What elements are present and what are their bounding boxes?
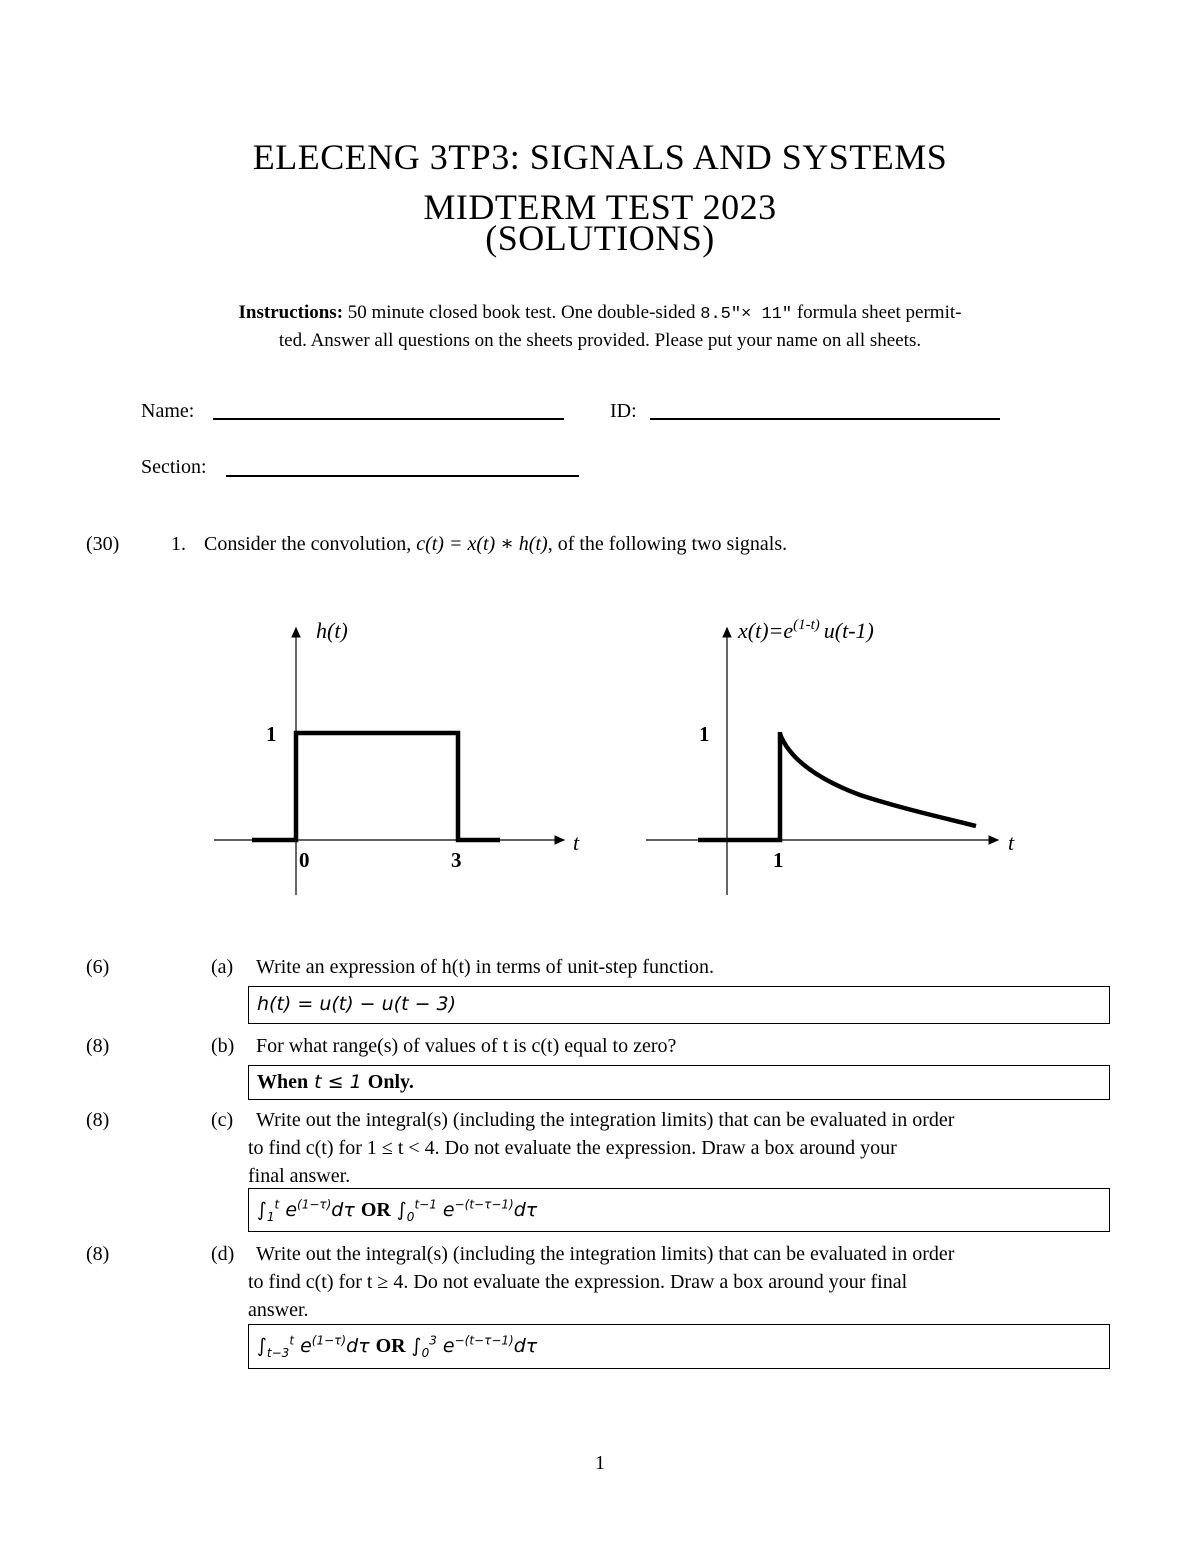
part-d-int2-upper: 3: [429, 1333, 437, 1348]
part-c-int1-lower: 1: [266, 1209, 275, 1224]
part-c-points: (8): [86, 1109, 110, 1131]
question-points: (30): [86, 533, 120, 555]
part-d-int2-d: dτ: [513, 1335, 538, 1357]
part-b-answer-post: Only.: [367, 1071, 414, 1093]
x-decay-curve: [780, 734, 976, 826]
part-c-line3: final answer.: [248, 1165, 351, 1187]
question-text-post: , of the following two signals.: [547, 533, 788, 555]
sheet-size: 8.5"× 11": [700, 305, 793, 324]
page-number: 1: [595, 1452, 605, 1474]
title-solutions: (SOLUTIONS): [485, 218, 715, 258]
part-a-text: Write an expression of h(t) in terms of unit-step function.: [256, 956, 714, 978]
name-field[interactable]: [213, 418, 564, 420]
part-a-label: (a): [211, 956, 234, 978]
h-xlabel: t: [573, 830, 580, 855]
part-d-integral-1: $\int_{t-3}^t$ $e^{(1-\tau)}d\tau$: [257, 1333, 370, 1360]
x-ylabel-exp: (1-t): [793, 617, 820, 633]
question-text-pre: Consider the convolution,: [204, 533, 412, 555]
part-d-int2-body: e: [442, 1335, 455, 1357]
part-c-int2-body: e: [442, 1199, 455, 1221]
part-d-int2-lower: 0: [421, 1345, 430, 1360]
x-step-edge: [698, 732, 780, 840]
part-d-or: OR: [375, 1335, 406, 1357]
instructions-label: Instructions:: [238, 302, 344, 323]
part-b-points: (8): [86, 1035, 110, 1057]
part-c-int2-upper: t−1: [414, 1197, 437, 1212]
x-ylabel-tail: u(t-1): [823, 618, 874, 643]
part-d-label: (d): [211, 1243, 235, 1265]
x-tick-1: 1: [773, 848, 784, 872]
h-rect-pulse: [252, 733, 500, 840]
id-field[interactable]: [650, 418, 1000, 420]
part-d-int2-exp: −(t−τ−1): [454, 1333, 514, 1348]
part-d-int1-upper: t: [289, 1333, 295, 1348]
h-tick-0: 0: [299, 848, 310, 872]
question-equation: c(t) = x(t) ∗ h(t): [416, 533, 548, 555]
part-c-answer-box: [248, 1188, 1110, 1232]
title-test: MIDTERM TEST 2023: [423, 187, 777, 227]
part-d-int1-lower: t−3: [266, 1345, 290, 1360]
part-d-int1-body: e: [300, 1335, 312, 1357]
part-c-line1: Write out the integral(s) (including the integration limits) that can be evaluated in order: [256, 1109, 955, 1131]
part-c-integral-2: $\int_0^{t-1}$ $e^{-(t-\tau-1)}d\tau$: [396, 1197, 538, 1224]
instructions-line1: [140, 299, 1060, 329]
x-xlabel: t: [1008, 830, 1015, 855]
part-c-int1-d: dτ: [331, 1199, 355, 1221]
part-c-int1-body: e: [285, 1199, 298, 1221]
instructions-text-b: formula sheet permit-: [796, 302, 962, 323]
part-c-or: OR: [360, 1199, 391, 1221]
part-d-answer-box: [248, 1324, 1110, 1369]
part-d-line2: to find c(t) for t ≥ 4. Do not evaluate the expression. Draw a box around your final: [248, 1271, 908, 1293]
part-c-label: (c): [211, 1109, 234, 1131]
x-level-label: 1: [699, 722, 710, 746]
x-ylabel: [737, 617, 874, 643]
part-d-int1-exp: (1−τ): [311, 1333, 347, 1348]
part-b-text: For what range(s) of values of t is c(t) equal to zero?: [256, 1035, 677, 1057]
figure-x: [630, 610, 1050, 905]
part-a-answer: h(t) = u(t) − u(t − 3): [257, 993, 457, 1015]
part-a-answer-box: [248, 986, 1110, 1024]
part-b-answer-pre: When: [257, 1071, 309, 1093]
part-b-answer-math: t ≤ 1: [314, 1071, 362, 1093]
instructions-line2: ted. Answer all questions on the sheets provided. Please put your name on all sheets.: [278, 330, 922, 351]
part-c-line2: to find c(t) for 1 ≤ t < 4. Do not evaluate the expression. Draw a box around your: [248, 1137, 897, 1159]
h-tick-3: 3: [451, 848, 462, 872]
figure-h: [200, 610, 620, 905]
id-label: ID:: [610, 400, 637, 422]
part-a-points: (6): [86, 956, 110, 978]
part-c-int1-exp: (1−τ): [297, 1197, 332, 1212]
part-c-int2-exp: −(t−τ−1): [454, 1197, 514, 1212]
part-d-int1-d: dτ: [346, 1335, 370, 1357]
part-d-points: (8): [86, 1243, 110, 1265]
part-b-label: (b): [211, 1035, 235, 1057]
name-label: Name:: [141, 400, 195, 422]
title-course: ELECENG 3TP3: SIGNALS AND SYSTEMS: [252, 137, 948, 177]
part-c-integral-1: $\int_1^t$ $e^{(1-\tau)}d\tau$: [257, 1197, 355, 1224]
x-ylabel-main: x(t)=e: [738, 618, 794, 643]
section-label: Section:: [141, 456, 207, 478]
instructions-text-a: 50 minute closed book test. One double-sided: [347, 302, 696, 323]
h-ylabel: h(t): [316, 618, 348, 643]
section-field[interactable]: [226, 475, 579, 477]
question-text: [204, 530, 787, 558]
part-c-int2-lower: 0: [406, 1209, 415, 1224]
h-level-label: 1: [266, 722, 277, 746]
part-d-line1: Write out the integral(s) (including the integration limits) that can be evaluated in order: [256, 1243, 955, 1265]
part-d-integral-2: $\int_0^3$ $e^{-(t-\tau-1)}d\tau$: [411, 1333, 538, 1360]
part-c-int2-d: dτ: [513, 1199, 538, 1221]
part-c-int1-upper: t: [274, 1197, 280, 1212]
part-d-line3: answer.: [248, 1299, 309, 1321]
question-number: 1.: [171, 533, 186, 555]
part-b-answer-box: [248, 1065, 1110, 1100]
